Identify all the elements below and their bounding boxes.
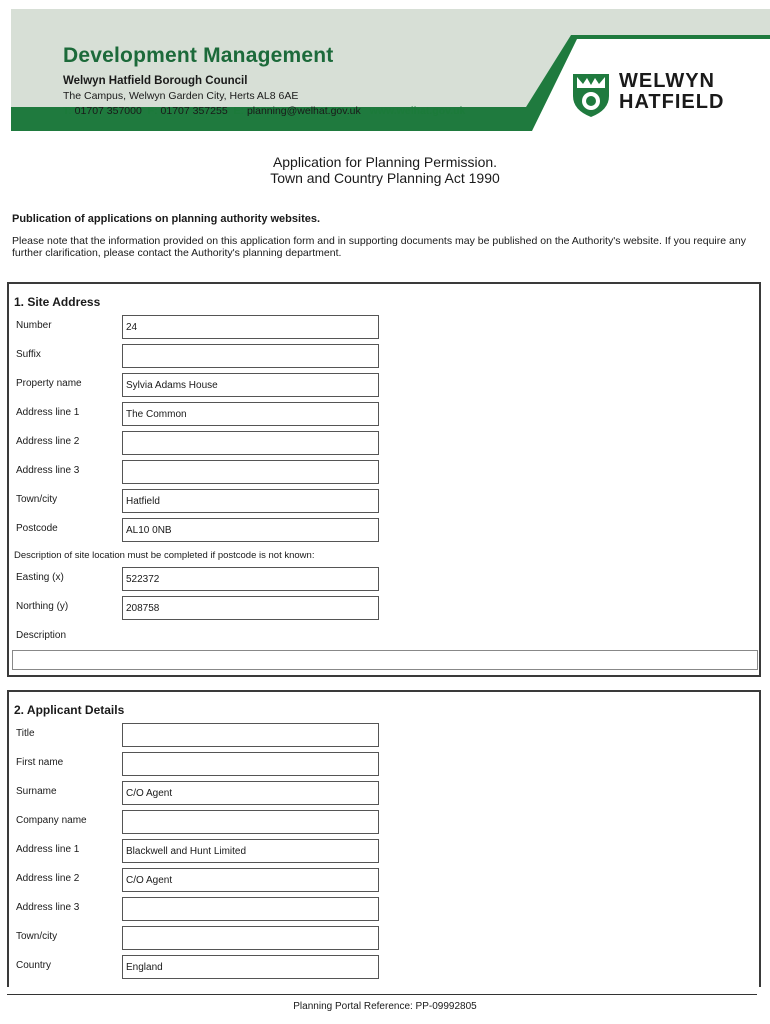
site-number-label: Number [16, 320, 52, 331]
contact-line [63, 105, 465, 117]
site-town-row [9, 489, 759, 515]
applicant-country-row [9, 955, 759, 981]
applicant-town-row [9, 926, 759, 952]
document-title-line-2: Town and Country Planning Act 1990 [270, 170, 500, 186]
logo-wordmark [619, 71, 724, 113]
applicant-town-label: Town/city [16, 931, 58, 942]
applicant-surname-field[interactable]: C/O Agent [122, 781, 379, 805]
applicant-address-line-3-label: Address line 3 [16, 902, 80, 913]
site-address-line-3-field[interactable] [122, 460, 379, 484]
logo-line-2: HATFIELD [619, 91, 725, 113]
email-address[interactable]: planning@welhat.gov.uk [246, 105, 361, 117]
applicant-first-name-label: First name [16, 757, 64, 768]
applicant-address-line-2-field[interactable]: C/O Agent [122, 868, 379, 892]
portal-reference: Planning Portal Reference: PP-09992805 [293, 1001, 477, 1012]
site-town-field[interactable]: Hatfield [122, 489, 379, 513]
site-address-line-2-label: Address line 2 [16, 436, 80, 447]
easting-field[interactable]: 522372 [122, 567, 379, 591]
applicant-title-row [9, 723, 759, 749]
applicant-surname-row [9, 781, 759, 807]
location-note: Description of site location must be completed if postcode is not known: [14, 550, 315, 561]
applicant-surname-label: Surname [16, 786, 57, 797]
description-field[interactable] [12, 650, 758, 670]
applicant-address-line-2-label: Address line 2 [16, 873, 80, 884]
applicant-first-name-row [9, 752, 759, 778]
council-address: The Campus, Welwyn Garden City, Herts AL8 6AE [63, 90, 299, 102]
site-postcode-label: Postcode [16, 523, 58, 534]
site-address-line-3-row [9, 460, 759, 486]
applicant-address-line-3-field[interactable] [122, 897, 379, 921]
welwyn-hatfield-crest-icon [571, 72, 611, 118]
site-postcode-field[interactable]: AL10 0NB [122, 518, 379, 542]
applicant-title-label: Title [16, 728, 35, 739]
easting-row [9, 567, 759, 593]
site-address-line-3-label: Address line 3 [16, 465, 80, 476]
applicant-address-line-2-row [9, 868, 759, 894]
publication-heading: Publication of applications on planning authority websites. [12, 213, 321, 225]
site-postcode-row [9, 518, 759, 544]
site-address-section [7, 282, 761, 677]
site-address-line-1-label: Address line 1 [16, 407, 80, 418]
applicant-country-label: Country [16, 960, 52, 971]
northing-label: Northing (y) [16, 601, 69, 612]
applicant-company-field[interactable] [122, 810, 379, 834]
site-address-line-1-row [9, 402, 759, 428]
council-name: Welwyn Hatfield Borough Council [63, 75, 248, 87]
site-suffix-field[interactable] [122, 344, 379, 368]
applicant-address-line-1-label: Address line 1 [16, 844, 80, 855]
tel-label: T: [63, 105, 72, 117]
site-suffix-label: Suffix [16, 349, 41, 360]
site-property-name-field[interactable]: Sylvia Adams House [122, 373, 379, 397]
applicant-town-field[interactable] [122, 926, 379, 950]
banner-title: Development Management [63, 44, 334, 67]
applicant-country-field[interactable]: England [122, 955, 379, 979]
applicant-details-section [7, 690, 761, 987]
applicant-details-heading: 2. Applicant Details [14, 703, 125, 717]
site-address-line-1-field[interactable]: The Common [122, 402, 379, 426]
site-address-line-2-row [9, 431, 759, 457]
site-address-line-2-field[interactable] [122, 431, 379, 455]
site-town-label: Town/city [16, 494, 58, 505]
site-number-row [9, 315, 759, 341]
applicant-company-label: Company name [16, 815, 87, 826]
northing-row [9, 596, 759, 622]
site-property-name-row [9, 373, 759, 399]
applicant-address-line-3-row [9, 897, 759, 923]
site-property-name-label: Property name [16, 378, 82, 389]
footer-divider [7, 994, 757, 995]
site-address-heading: 1. Site Address [14, 295, 101, 309]
applicant-first-name-field[interactable] [122, 752, 379, 776]
tel-number: 01707 357000 [74, 105, 142, 117]
fax-label: F: [147, 105, 158, 117]
northing-field[interactable]: 208758 [122, 596, 379, 620]
site-number-field[interactable]: 24 [122, 315, 379, 339]
logo-line-1: WELWYN [619, 70, 715, 92]
applicant-address-line-1-row [9, 839, 759, 865]
applicant-title-field[interactable] [122, 723, 379, 747]
description-label: Description [16, 630, 67, 641]
applicant-company-row [9, 810, 759, 836]
applicant-address-line-1-field[interactable]: Blackwell and Hunt Limited [122, 839, 379, 863]
email-label: E: [233, 105, 245, 117]
publication-text: Please note that the information provided on this application form and in supporting documents may be published on the Authority's website. If you require any further clarification, please contact the Authority's planning department. [12, 235, 746, 259]
website-link[interactable]: www.welhat.gov.uk [369, 105, 466, 117]
easting-label: Easting (x) [16, 572, 64, 583]
site-suffix-row [9, 344, 759, 370]
document-title-line-1: Application for Planning Permission. [272, 154, 498, 170]
document-title [0, 154, 770, 186]
fax-number: 01707 357255 [160, 105, 228, 117]
